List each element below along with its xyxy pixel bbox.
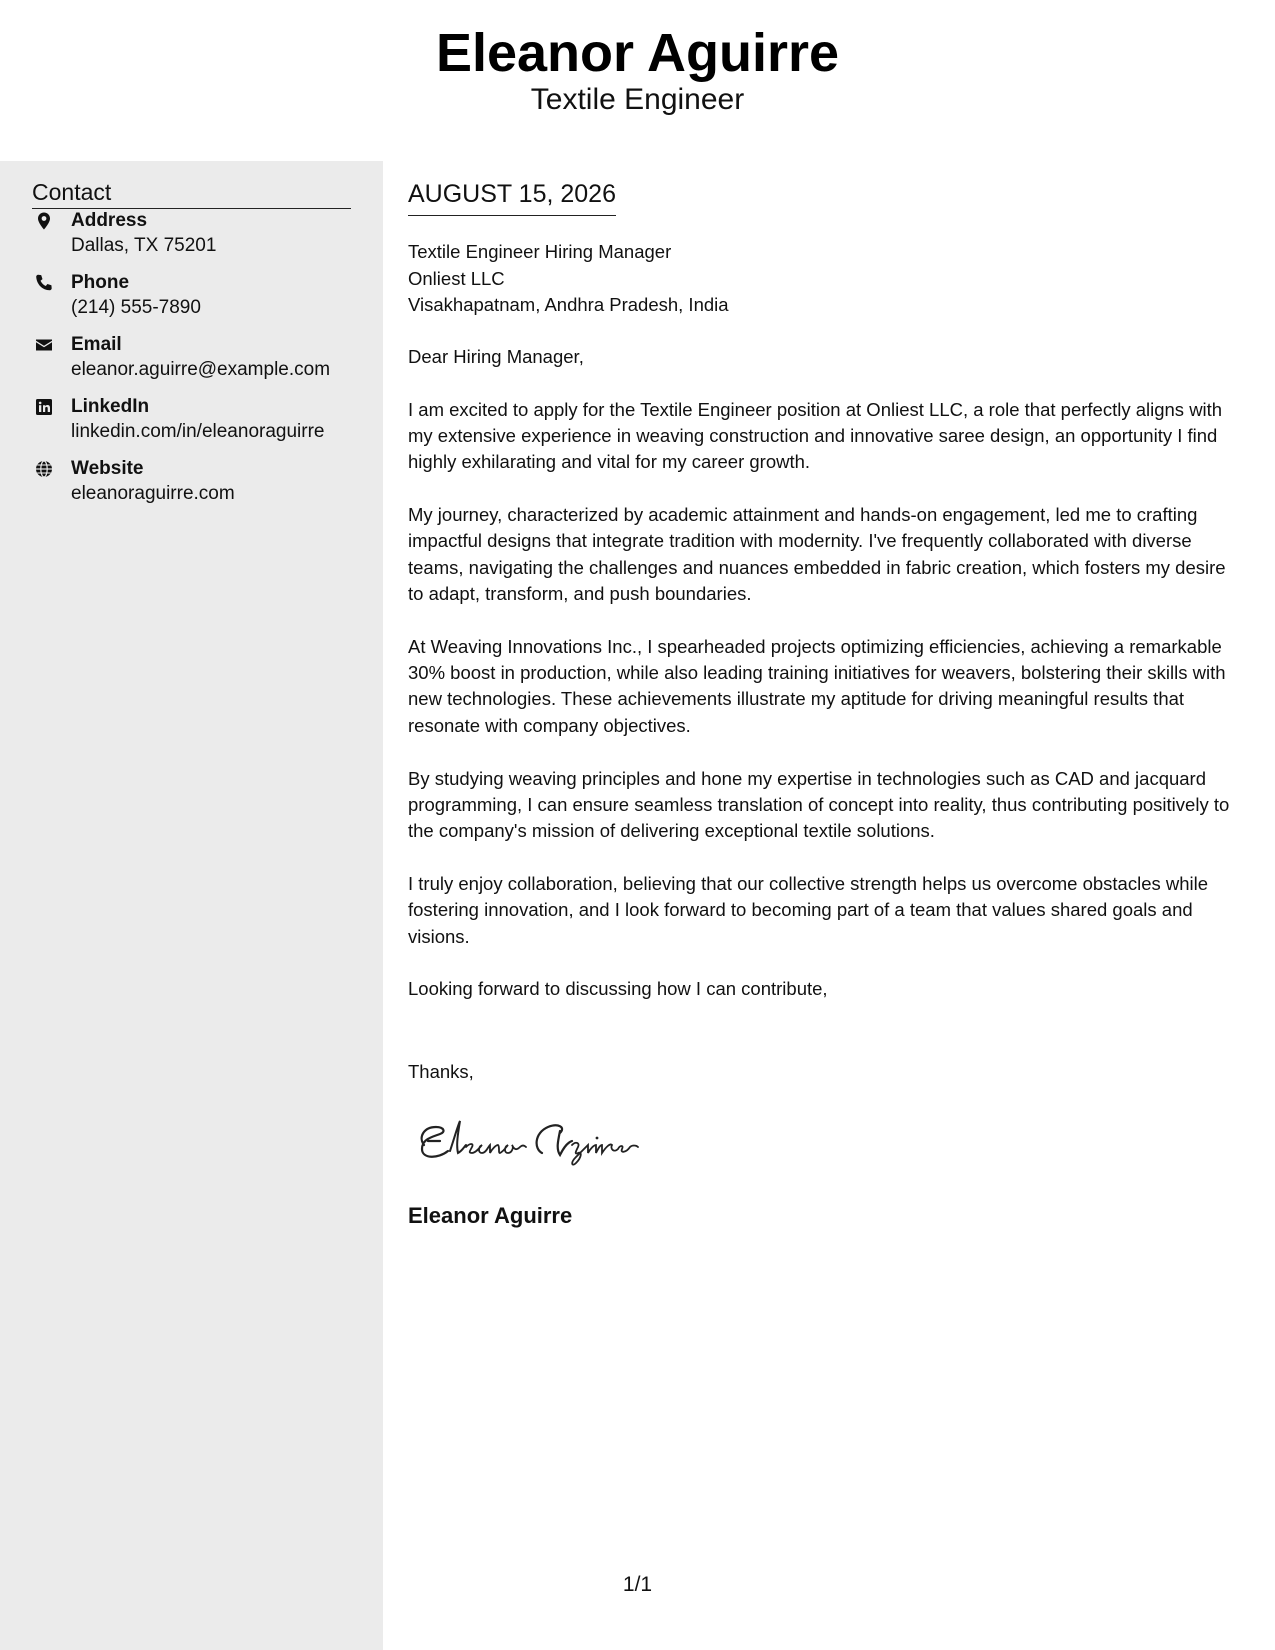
- letter-header: [0, 0, 1275, 161]
- globe-icon: [34, 459, 54, 479]
- page-number: [0, 1572, 1275, 1598]
- paragraph: I am excited to apply for the Textile Engineer position at Onliest LLC, a role that perfectly aligns with my extensive experience in weaving construction and innovative saree design, an opportunity I find highly exhilarating and vital for my career growth.: [408, 398, 1223, 473]
- paragraph: My journey, characterized by academic attainment and hands-on engagement, led me to crafting impactful designs that integrate tradition with modernity. I've frequently collaborated with diverse teams, navigating the challenges and nuances embedded in fabric creation, which fosters my desire to adapt, transform, and push boundaries.: [408, 504, 1226, 605]
- location-pin-icon: [34, 211, 54, 231]
- contact-value: eleanor.aguirre@example.com: [71, 359, 331, 380]
- contact-item-phone: [32, 271, 362, 327]
- contact-label: Phone: [71, 272, 130, 293]
- contact-item-linkedin: [32, 395, 362, 451]
- recipient-block: [408, 239, 729, 319]
- recipient-line: Textile Engineer Hiring Manager: [408, 241, 672, 262]
- handwritten-signature: [410, 1101, 680, 1171]
- contact-item-email: [32, 333, 362, 389]
- applicant-role: Textile Engineer: [530, 83, 745, 116]
- contact-sidebar: [0, 161, 383, 1650]
- paragraph: I truly enjoy collaboration, believing that our collective strength helps us overcome obstacles while fostering innovation, and I look forward to becoming part of a team that values shared goals and visions.: [408, 872, 1209, 947]
- paragraph: At Weaving Innovations Inc., I spearheaded projects optimizing efficiencies, achieving a remarkable 30% boost in production, while also leading training initiatives for weavers, bolstering their skills with new technologies. These achievements illustrate my aptitude for driving meaningful results that resonate with company objectives.: [408, 635, 1226, 736]
- closing: Thanks,: [408, 1061, 474, 1082]
- contact-value: linkedin.com/in/eleanoraguirre: [71, 421, 325, 442]
- letter-date: AUGUST 15, 2026: [408, 179, 616, 216]
- recipient-line: Onliest LLC: [408, 267, 505, 289]
- contact-value: Dallas, TX 75201: [71, 235, 217, 256]
- signer-name: Eleanor Aguirre: [408, 1203, 573, 1228]
- contact-value: eleanoraguirre.com: [71, 483, 235, 504]
- contact-value: (214) 555-7890: [71, 297, 201, 318]
- page-number-text: 1/1: [622, 1573, 653, 1596]
- contact-label: Email: [71, 334, 122, 355]
- phone-icon: [34, 273, 54, 293]
- linkedin-icon: [34, 397, 54, 417]
- salutation: Dear Hiring Manager,: [408, 346, 584, 367]
- paragraph: Looking forward to discussing how I can contribute,: [408, 978, 828, 1000]
- contact-item-address: [32, 209, 362, 265]
- paragraph: By studying weaving principles and hone my expertise in technologies such as CAD and jacquard programming, I can ensure seamless translation of concept into reality, thus contributing positively to the company's mission of delivering exceptional textile solutions.: [408, 767, 1230, 842]
- contact-label: Website: [71, 458, 144, 479]
- contact-heading: Contact: [32, 177, 351, 209]
- recipient-line: Visakhapatnam, Andhra Pradesh, India: [408, 294, 729, 315]
- contact-label: LinkedIn: [71, 396, 150, 417]
- letter-text: [408, 344, 1246, 1029]
- contact-label: Address: [71, 210, 148, 231]
- applicant-name: Eleanor Aguirre: [435, 23, 840, 83]
- contact-item-website: [32, 457, 362, 513]
- envelope-icon: [34, 335, 54, 355]
